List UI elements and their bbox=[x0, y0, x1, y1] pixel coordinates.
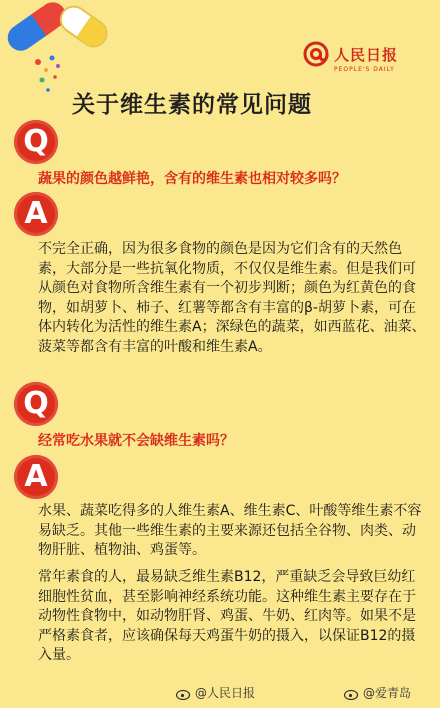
question-badge: Q bbox=[14, 382, 58, 426]
pill-capsules-icon bbox=[0, 0, 110, 100]
question-text-1: 蔬果的颜色越鲜艳，含有的维生素也相对较多吗？ bbox=[38, 171, 346, 187]
brand-name: 人民日报 bbox=[334, 46, 399, 64]
answer-badge: A bbox=[14, 455, 58, 499]
question-text-2: 经常吃水果就不会缺维生素吗？ bbox=[38, 433, 234, 449]
footer-watermark-right bbox=[344, 684, 411, 701]
weibo-icon bbox=[344, 688, 360, 700]
question-badge: Q bbox=[14, 120, 58, 164]
footer-left-text: @人民日报 bbox=[195, 686, 256, 700]
brand-logo bbox=[302, 38, 422, 78]
weibo-icon bbox=[176, 688, 192, 700]
answer-text-2: 水果、蔬菜吃得多的人维生素A、维生素C、叶酸等维生素不容易缺乏。其他一些维生素的主要来源还包括全谷物、肉类、动物肝脏、植物油、鸡蛋等。 bbox=[38, 503, 422, 558]
page-title: 关于维生素的常见问题 bbox=[72, 92, 312, 118]
answer-badge: A bbox=[14, 192, 58, 236]
at-sign-icon bbox=[302, 40, 330, 68]
footer-watermark-left bbox=[176, 684, 255, 701]
answer-text-3: 常年素食的人，最易缺乏维生素B12，严重缺乏会导致巨幼红细胞性贫血，甚至影响神经系统功能。这种维生素主要存在于动物性食物中，如动物肝肾、鸡蛋、牛奶、红肉等。如果不是严格素食者，应该确保每天鸡蛋牛奶的摄入，以保证B12的摄入量。 bbox=[38, 569, 416, 663]
answer-text-1: 不完全正确，因为很多食物的颜色是因为它们含有的天然色素，大部分是一些抗氧化物质，不仅仅是维生素。但是我们可从颜色对食物所含维生素有一个初步判断；颜色为红黄色的食物，如胡萝卜、柿子、红薯等都含有丰富的β-胡萝卜素，可在体内转化为活性的维生素A；深绿色的蔬菜，如西蓝花、油菜、菠菜等都含有丰富的叶酸和维生素A。 bbox=[38, 241, 426, 355]
footer-right-text: @爱青岛 bbox=[363, 686, 412, 700]
brand-subtitle: PEOPLE'S DAILY bbox=[334, 66, 395, 73]
